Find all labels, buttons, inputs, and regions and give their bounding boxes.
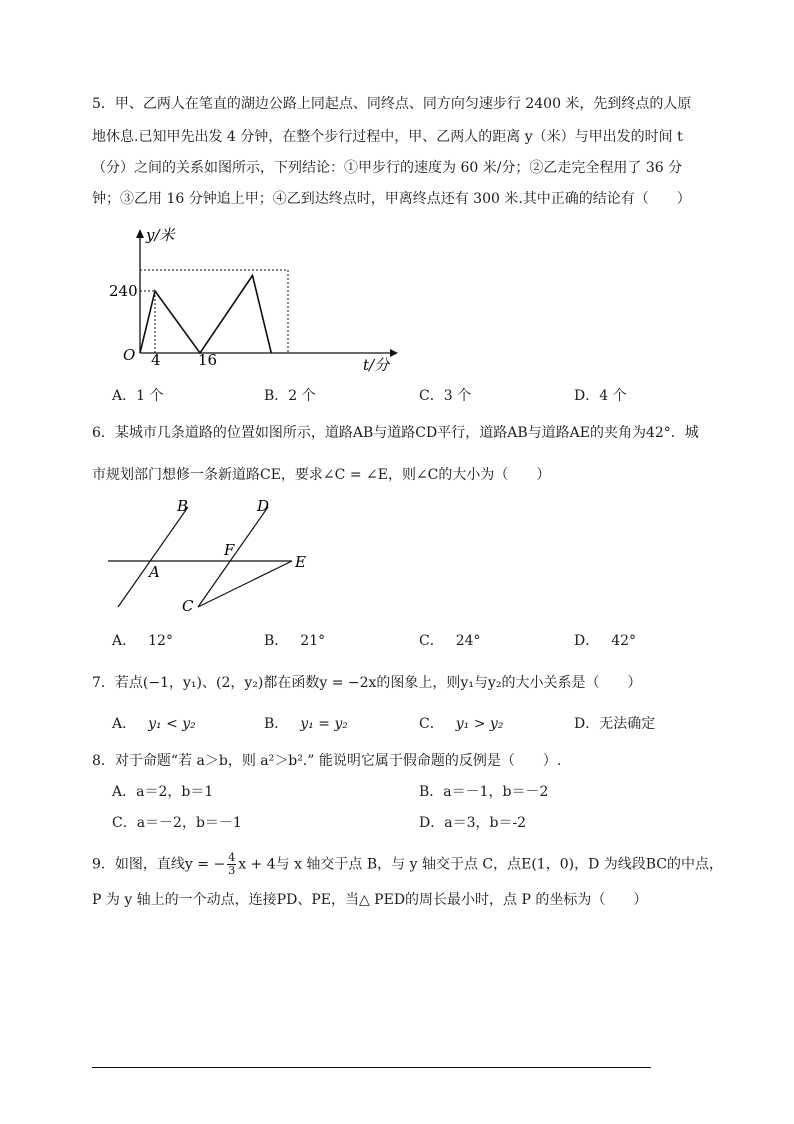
q9-fraction xyxy=(227,852,236,877)
q6-text-line2: 市规划部门想修一条新道路CE，要求∠C = ∠E，则∠C的大小为（ ） xyxy=(92,467,551,483)
road-ce xyxy=(198,561,292,607)
q6-option-b[interactable] xyxy=(264,634,325,648)
q7-stem: 7．若点(−1，y₁)、(2，y₂)都在函数y = −2x的图象上，则y₁与y₂的大小关系是（ ） xyxy=(92,675,642,691)
q6-option-d-value: 42° xyxy=(611,633,637,649)
q7-option-a[interactable] xyxy=(112,717,196,731)
distance-polyline xyxy=(140,276,271,354)
q7-option-b-value: y₁ = y₂ xyxy=(300,716,348,732)
q7-option-b-letter: B． xyxy=(264,716,289,732)
label-f: F xyxy=(224,541,235,559)
q9-line1-end: x + 4与 x 轴交于点 B，与 y 轴交于点 C，点E(1，0)，D 为线段BC的中点， xyxy=(238,856,724,873)
y-tick-240: 240 xyxy=(109,282,138,300)
q7-option-c-value: y₁ > y₂ xyxy=(455,716,504,732)
q6-text-line1: 6．某城市几条道路的位置如图所示，道路AB与道路CD平行，道路AB与道路AE的夹角为42°．城 xyxy=(92,425,699,441)
q5-option-a[interactable]: A．1 个 xyxy=(112,388,164,404)
q6-option-a-value: 12° xyxy=(148,633,173,649)
q7-option-d-value: 无法确定 xyxy=(599,716,656,732)
q7-option-c-letter: C． xyxy=(419,716,444,732)
x-tick-16: 16 xyxy=(198,351,218,369)
q5-text-line1: 5．甲、乙两人在笔直的湖边公路上同起点、同终点、同方向匀速步行 2400 米，先到终点的人原 xyxy=(92,96,692,112)
y-axis-label: y/米 xyxy=(146,226,175,244)
q5-option-d[interactable]: D．4 个 xyxy=(574,388,627,404)
q6-option-d-letter: D． xyxy=(574,633,600,649)
footer-rule xyxy=(92,1067,651,1068)
q6-option-c-value: 24° xyxy=(455,633,481,649)
x-axis-arrow-icon xyxy=(390,349,398,357)
q8-option-b[interactable]: B．a＝－1，b＝－2 xyxy=(419,784,549,800)
label-b: B xyxy=(177,497,189,515)
label-e: E xyxy=(295,553,306,571)
q6-option-b-value: 21° xyxy=(300,633,326,649)
q6-road-figure xyxy=(100,495,330,620)
road-ab xyxy=(118,507,188,607)
q7-option-a-letter: A． xyxy=(112,716,137,732)
q9-fraction-denominator: 3 xyxy=(228,864,236,877)
q7-option-b[interactable] xyxy=(264,717,348,731)
q8-option-d[interactable]: D．a＝3，b＝-2 xyxy=(419,815,527,831)
q6-option-a-letter: A． xyxy=(112,633,137,649)
q6-option-d[interactable] xyxy=(574,634,636,648)
q5-text-line4: 钟；③乙用 16 分钟追上甲；④乙到达终点时，甲离终点还有 300 米.其中正确的结论有（ ） xyxy=(92,191,691,207)
q5-text-line2: 地休息.已知甲先出发 4 分钟，在整个步行过程中，甲、乙两人的距离 y（米）与甲出发的时间 t xyxy=(92,129,683,145)
q8-option-a[interactable]: A．a＝2，b＝1 xyxy=(112,784,214,800)
q9-line1-start: 9．如图，直线y = − xyxy=(92,856,226,873)
q7-option-d-letter: D． xyxy=(574,716,600,732)
label-a: A xyxy=(149,563,160,581)
q8-stem: 8．对于命题“若 a＞b，则 a²＞b².” 能说明它属于假命题的反例是（ ）. xyxy=(92,753,562,769)
q6-option-c-letter: C． xyxy=(419,633,444,649)
q5-option-c[interactable]: C．3 个 xyxy=(419,388,472,404)
label-c: C xyxy=(182,597,194,615)
y-axis-arrow-icon xyxy=(136,229,144,238)
origin-label: O xyxy=(123,346,136,364)
x-tick-4: 4 xyxy=(151,351,161,369)
q7-option-c[interactable] xyxy=(419,717,503,731)
q6-option-c[interactable] xyxy=(419,634,481,648)
q8-option-c[interactable]: C．a＝－2，b＝－1 xyxy=(112,815,242,831)
q9-fraction-numerator: 4 xyxy=(228,851,236,864)
q9-text-line2: P 为 y 轴上的一个动点，连接PD、PE，当△ PED的周长最小时，点 P 的坐标为（ ） xyxy=(92,892,648,908)
q6-option-b-letter: B． xyxy=(264,633,289,649)
q9-text-line1 xyxy=(92,852,723,877)
q5-text-line3: （分）之间的关系如图所示，下列结论：①甲步行的速度为 60 米/分；②乙走完全程用了 36 分 xyxy=(92,160,683,176)
q7-option-a-value: y₁ < y₂ xyxy=(148,716,196,732)
q5-option-b[interactable]: B．2 个 xyxy=(264,388,316,404)
label-d: D xyxy=(257,497,270,515)
q5-distance-time-graph xyxy=(100,220,400,380)
q7-option-d[interactable] xyxy=(574,717,655,731)
x-axis-label: t/分 xyxy=(363,356,390,374)
q6-option-a[interactable] xyxy=(112,634,173,648)
